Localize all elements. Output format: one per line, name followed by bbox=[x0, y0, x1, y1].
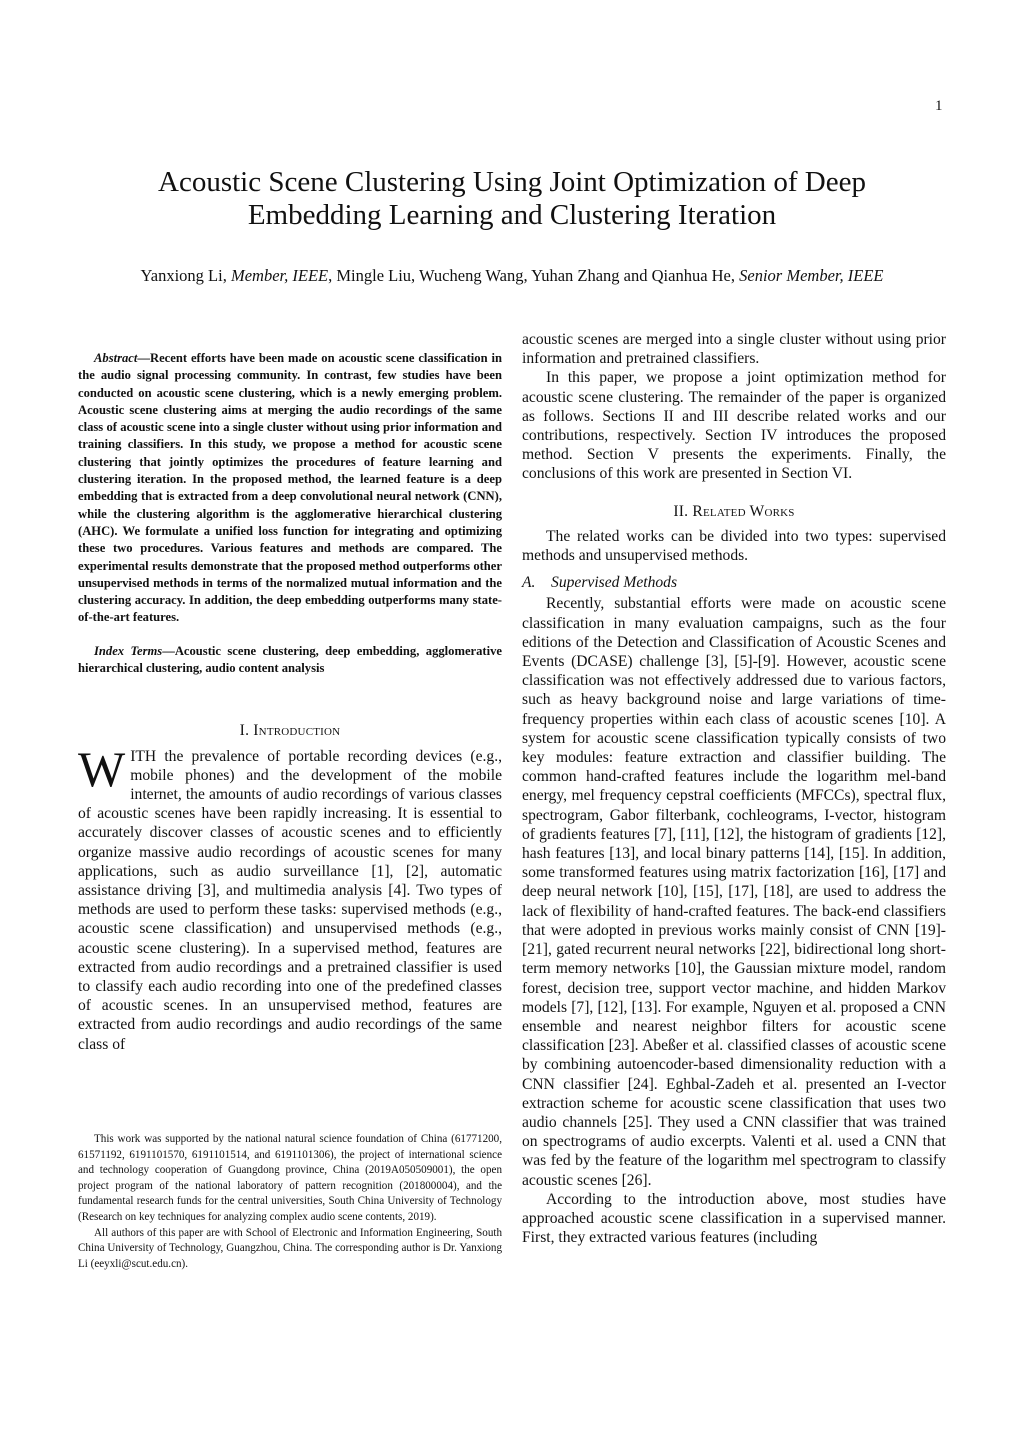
section-heading-related-works bbox=[522, 502, 946, 521]
section-numeral: II. bbox=[673, 502, 689, 520]
left-column bbox=[78, 330, 502, 1054]
author-list: , Mingle Liu, Wucheng Wang, Yuhan Zhang and Qianhua He, bbox=[328, 266, 736, 285]
abstract-label: Abstract bbox=[94, 351, 138, 365]
right-column bbox=[522, 330, 946, 1247]
index-terms bbox=[78, 643, 502, 678]
subsection-heading-supervised: A. Supervised Methods bbox=[522, 574, 678, 592]
section-heading-introduction bbox=[78, 721, 502, 740]
abstract-text: —Recent efforts have been made on acoustic scene classification in the audio signal processing community. In contrast, few studies have been conducted on acoustic scene clustering, which is a newly emerging problem. Acoustic scene clustering aims at merging the audio recordings of the same class of acoustic scene into a single cluster without using prior information and training classifiers. In this study, we propose a method for acoustic scene clustering that jointly optimizes the procedures of feature learning and clustering iteration. In the proposed method, the learned feature is a deep embedding that is extracted from a deep convolutional neural network (CNN), while the clustering algorithm is the agglomerative hierarchical clustering (AHC). We formulate a unified loss function for integrating and optimizing these two procedures. Various features and methods are compared. The experimental results demonstrate that the proposed method outperforms other unsupervised methods in terms of the normalized mutual information and the clustering accuracy. In addition, the deep embedding outperforms many state-of-the-art features. bbox=[78, 351, 502, 625]
index-terms-text: —Acoustic scene clustering, deep embedding, agglomerative hierarchical clustering, audio content analysis bbox=[78, 643, 503, 676]
index-terms-label: Index Terms bbox=[94, 643, 163, 658]
paragraph-supervised: Recently, substantial efforts were made on acoustic scene classification in many evaluation campaigns, such as the four editions of the Detection and Classification of Acoustic Scenes and Events (DCASE) challenge [3], [5]-[9]. However, acoustic scene classification was not effectively addressed due to various factors, such as heavy background noise and large variations of time-frequency properties within each class of acoustic scenes [10]. A system for acoustic scene classification typically consists of two key modules: feature extraction and classifier building. The common hand-crafted features include the logarithm mel-band energy, mel frequency cepstral coefficients (MFCCs), spectral flux, spectrogram, Gabor filterbank, cochleograms, I-vector, histogram of gradients features [7], [11], [12], the histogram of gradients [12], hash features [13], and local binary patterns [14], [15]. In addition, some transformed features using matrix factorization [16], [17] and deep neural network [10], [15], [17], [18], are used to address the lack of flexibility of hand-crafted features. The back-end classifiers that were adopted in previous works mainly consist of CNN [19]-[21], gated recurrent neural networks [22], bidirectional long short-term memory networks [10], the Gaussian mixture model, random forest, decision tree, support vector machine, and hidden Markov models [7], [12], [13]. For example, Nguyen et al. proposed a CNN ensemble and nearest neighbor filters for acoustic scene classification [23]. Abeßer et al. classified classes of acoustic scene by combining autoencoder-based dimensionality reduction with a CNN classifier [24]. Eghbal-Zadeh et al. presented an I-vector extraction scheme for acoustic scene classification that uses two audio channels [25]. They used a CNN classifier that was trained on spectrograms of audio excerpts. Valenti et al. used a CNN that was fed by the feature of the logarithm mel spectrogram to classify acoustic scenes [26]. bbox=[522, 595, 946, 1189]
paper-title bbox=[80, 166, 944, 232]
section-numeral: I. bbox=[239, 722, 250, 740]
paragraph-according: According to the introduction above, most studies have approached acoustic scene classification in a supervised manner. First, they extracted various features (including bbox=[522, 1190, 946, 1247]
drop-cap: W bbox=[78, 740, 126, 797]
paragraph-outline: In this paper, we propose a joint optimization method for acoustic scene clustering. The remainder of the paper is organized as follows. Sections II and III describe related works and our contributions, respectively. Section IV introduces the proposed method. Section V presents the experiments. Finally, the conclusions of this work are presented in Section VI. bbox=[522, 369, 946, 483]
author-first: Yanxiong Li, bbox=[140, 266, 227, 285]
section-title: Introduction bbox=[253, 722, 341, 740]
footnote-affiliation: All authors of this paper are with School of Electronic and Information Engineering, South China University of Technology, Guangzhou, China. The corresponding author is Dr. Yanxiong Li (eeyxli@scut.edu.cn). bbox=[78, 1226, 502, 1270]
title-line-1: Acoustic Scene Clustering Using Joint Optimization of Deep bbox=[158, 166, 866, 198]
introduction-paragraph bbox=[78, 740, 502, 1054]
title-line-2: Embedding Learning and Clustering Iteration bbox=[247, 199, 777, 231]
paragraph-related: The related works can be divided into two types: supervised methods and unsupervised methods. bbox=[522, 527, 946, 565]
abstract bbox=[78, 350, 502, 627]
author-role-member: Member, IEEE bbox=[230, 266, 329, 285]
footnotes bbox=[78, 1132, 502, 1272]
footnote-funding: This work was supported by the national natural science foundation of China (61771200, 61571192, 6191101570, 6191101514, and 6191101306), the project of international science and technology cooperation of Guangdong province, China (2019A050509001), the open project program of the national laboratory of pattern recognition (201800004), and the fundamental research funds for the central universities, South China University of Technology (Research on key techniques for analyzing complex audio scene contents, 2019). bbox=[78, 1133, 502, 1223]
author-role-senior: Senior Member, IEEE bbox=[739, 266, 884, 285]
page-number: 1 bbox=[935, 98, 943, 114]
section-title: Related Works bbox=[692, 502, 795, 520]
author-line bbox=[40, 266, 984, 286]
paragraph-continued: acoustic scenes are merged into a single cluster without using prior information and pretrained classifiers. bbox=[522, 331, 946, 368]
introduction-text: ITH the prevalence of portable recording devices (e.g., mobile phones) and the development of the mobile internet, the amounts of audio recordings of various classes of acoustic scenes have been rapidly increasing. It is essential to accurately discover classes of acoustic scenes and to efficiently organize massive audio recordings of acoustic scenes for many applications, such as audio surveillance [1], [2], automatic assistance driving [3], and multimedia analysis [4]. Two types of methods are used to perform these tasks: supervised methods (e.g., acoustic scene classification) and unsupervised methods (e.g., acoustic scene clustering). In a supervised method, features are extracted from audio recordings and a pretrained classifier is used to classify each audio recording into one of the predefined classes of acoustic scenes. In an unsupervised method, features are extracted from audio recordings and audio recordings of the same class of bbox=[78, 747, 502, 1053]
